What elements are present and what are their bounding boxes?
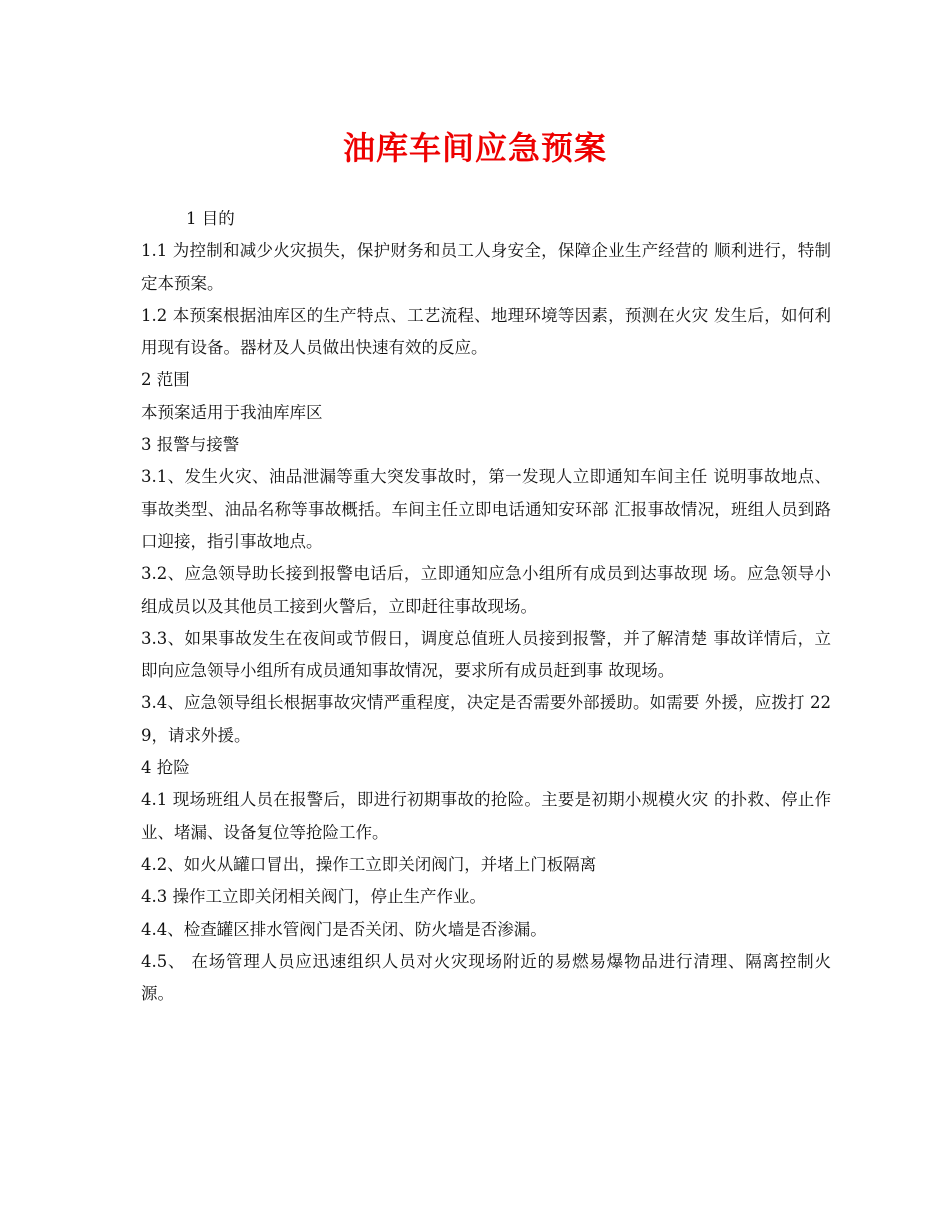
paragraph-4-4: 4.4、检查罐区排水管阀门是否关闭、防火墙是否渗漏。 [141,919,547,939]
paragraph-3-3: 3.3、如果事故发生在夜间或节假日，调度总值班人员接到报警，并了解清楚 事故详情后，立即向应急领导小组所有成员通知事故情况，要求所有成员赶到事 故现场。 [141,628,831,681]
paragraph-4-3: 4.3 操作工立即关闭相关阀门，停止生产作业。 [141,887,486,907]
section-heading-scope: 2 范围 [141,370,190,390]
paragraph-3-2: 3.2、应急领导助长接到报警电话后，立即通知应急小组所有成员到达事故现 场。应急领导小组成员以及其他员工接到火警后，立即赶往事故现场。 [141,564,831,616]
paragraph-scope: 本预案适用于我油库库区 [141,402,323,422]
paragraph-4-2: 4.2、如火从罐口冒出，操作工立即关闭阀门，并堵上门板隔离 [141,854,597,874]
paragraph-1-1: 1.1 为控制和减少火灾损失，保护财务和员工人身安全，保障企业生产经营的 顺利进行，特制定本预案。 [141,241,831,293]
section-heading-purpose: 1 目的 [186,209,235,228]
paragraph-1-2: 1.2 本预案根据油库区的生产特点、工艺流程、地理环境等因素，预测在火灾 发生后，如何利用现有设备。器材及人员做出快速有效的反应。 [141,305,831,358]
paragraph-3-1: 3.1、发生火灾、油品泄漏等重大突发事故时，第一发现人立即通知车间主任 说明事故地点、事故类型、油品名称等事故概括。车间主任立即电话通知安环部 汇报事故情况，班组人员到路口迎接，指引事故地点。 [141,467,831,551]
paragraph-4-5: 4.5、 在场管理人员应迅速组织人员对火灾现场附近的易燃易爆物品进行清理、隔离控制火源。 [141,951,831,1004]
document-body [141,203,831,1010]
section-heading-rescue: 4 抢险 [141,758,190,778]
paragraph-3-4: 3.4、应急领导组长根据事故灾情严重程度，决定是否需要外部援助。如需要 外援，应拨打 229，请求外援。 [141,693,831,745]
section-heading-alarm: 3 报警与接警 [141,435,240,455]
document-title: 油库车间应急预案 [342,129,607,167]
paragraph-4-1: 4.1 现场班组人员在报警后，即进行初期事故的抢险。主要是初期小规模火灾 的扑救、停止作业、堵漏、设备复位等抢险工作。 [141,790,831,842]
